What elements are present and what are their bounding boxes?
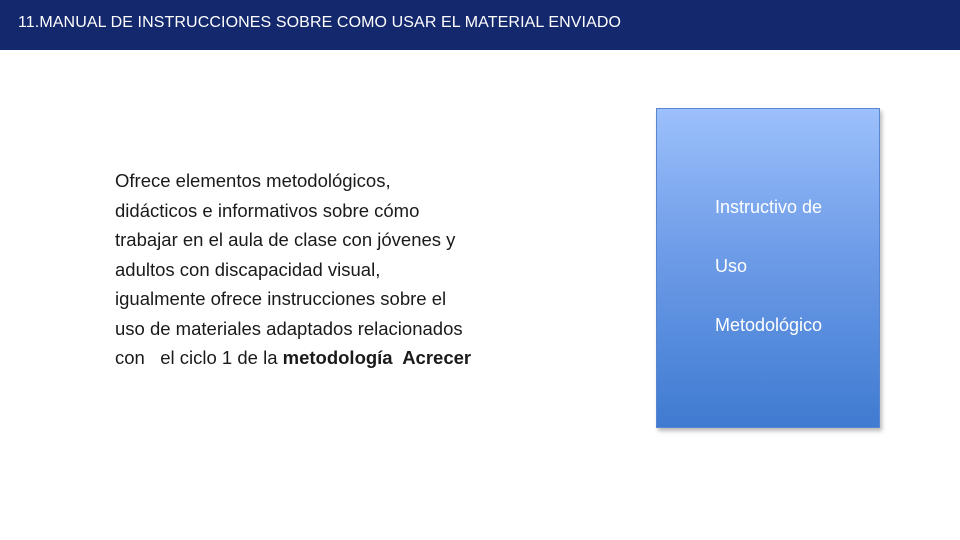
paragraph-line: trabajar en el aula de clase con jóvenes y [115, 229, 456, 250]
paragraph-line: adultos con discapacidad visual, [115, 258, 381, 280]
slide-title: 11.MANUAL DE INSTRUCCIONES SOBRE COMO USAR EL MATERIAL ENVIADO [18, 14, 622, 31]
box-line-metodologico: Metodológico [715, 315, 823, 335]
paragraph-line: igualmente ofrece instrucciones sobre el [115, 288, 447, 309]
paragraph-last-line [115, 343, 595, 373]
box-line-uso: Uso [715, 256, 748, 276]
paragraph-line: uso de materiales adaptados relacionados [115, 317, 463, 339]
paragraph-line: Ofrece elementos metodológicos, [115, 170, 391, 191]
methodology-name: metodología Acrecer [282, 347, 472, 368]
paragraph-line: didácticos e informativos sobre cómo [115, 199, 420, 221]
instructivo-box-text [715, 192, 822, 369]
box-line-instructivo: Instructivo de [715, 197, 823, 217]
instructivo-box [656, 108, 880, 428]
paragraph-last-line-text: con el ciclo 1 de la [115, 347, 283, 368]
title-bar [0, 0, 960, 50]
description-paragraph [115, 166, 595, 373]
